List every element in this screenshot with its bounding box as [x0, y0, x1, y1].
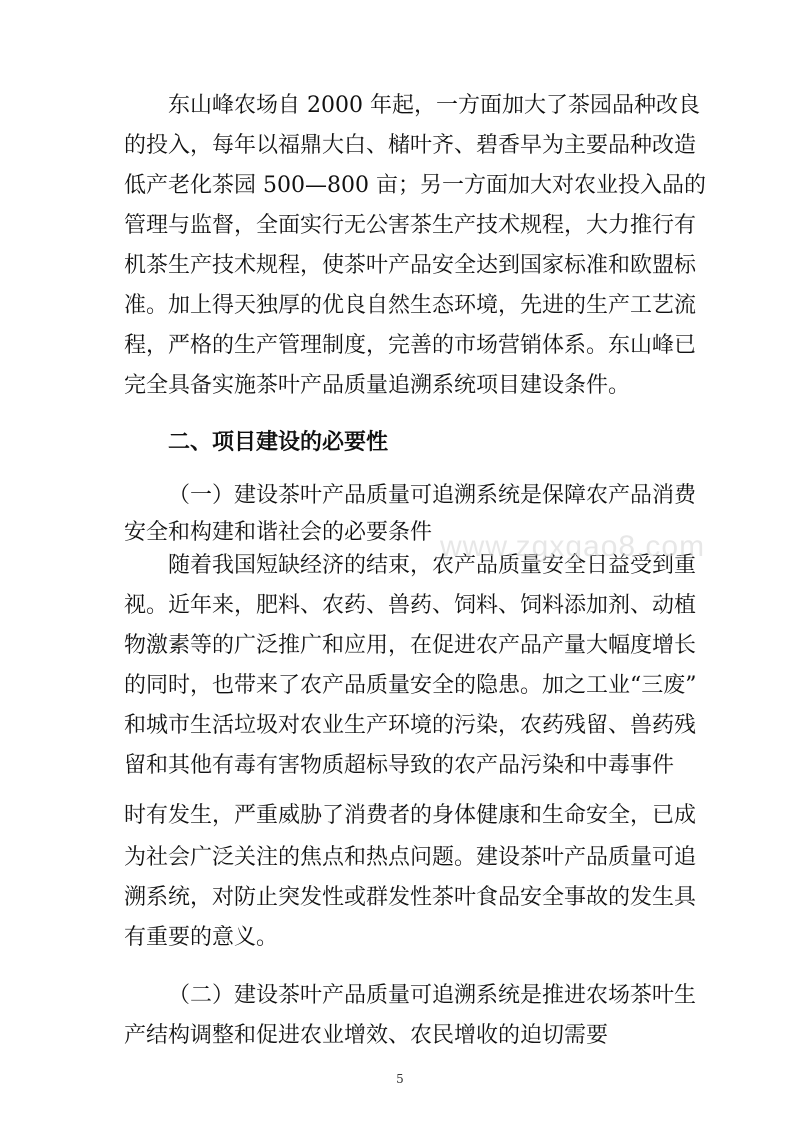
paragraph-2-line: 留和其他有毒有害物质超标导致的农产品污染和中毒事件 [124, 753, 675, 778]
paragraph-2-line: 随着我国短缺经济的结束，农产品质量安全日益受到重 [168, 553, 697, 578]
paragraph-1-line: 机茶生产技术规程，使茶叶产品安全达到国家标准和欧盟标 [124, 253, 697, 278]
paragraph-1-line: 的投入，每年以福鼎大白、槠叶齐、碧香早为主要品种改造 [124, 133, 697, 158]
page-number: 5 [396, 1072, 404, 1086]
paragraph-1-line: 管理与监督，全面实行无公害茶生产技术规程，大力推行有 [124, 213, 697, 238]
paragraph-1-line: 东山峰农场自 2000 年起，一方面加大了茶园品种改良 [168, 93, 700, 118]
paragraph-2-line: 的同时，也带来了农产品质量安全的隐患。加之工业“三废” [124, 673, 697, 698]
subsection-1-title-line: 安全和构建和谐社会的必要条件 [124, 520, 433, 545]
paragraph-2-line: 时有发生，严重威胁了消费者的身体健康和生命安全，已成 [124, 803, 697, 828]
paragraph-2-line: 物激素等的广泛推广和应用，在促进农产品产量大幅度增长 [124, 633, 697, 658]
watermark: www.zgxgao8.com [440, 530, 706, 563]
subsection-1-title-line: （一）建设茶叶产品质量可追溯系统是保障农产品消费 [168, 483, 697, 508]
subsection-2-title-line: （二）建设茶叶产品质量可追溯系统是推进农场茶叶生 [168, 983, 697, 1008]
paragraph-1-line: 程，严格的生产管理制度，完善的市场营销体系。东山峰已 [124, 333, 697, 358]
section-heading: 二、项目建设的必要性 [168, 429, 389, 455]
subsection-2-title-line: 产结构调整和促进农业增效、农民增收的迫切需要 [124, 1023, 609, 1048]
paragraph-1-line: 完全具备实施茶叶产品质量追溯系统项目建设条件。 [124, 373, 631, 398]
paragraph-1-line: 低产老化茶园 500—800 亩；另一方面加大对农业投入品的 [124, 173, 706, 198]
paragraph-2-line: 为社会广泛关注的焦点和热点问题。建设茶叶产品质量可追 [124, 845, 697, 870]
paragraph-2-line: 视。近年来，肥料、农药、兽药、饲料、饲料添加剂、动植 [124, 593, 697, 618]
paragraph-2-line: 和城市生活垃圾对农业生产环境的污染，农药残留、兽药残 [124, 713, 697, 738]
paragraph-2-line: 溯系统，对防止突发性或群发性茶叶食品安全事故的发生具 [124, 885, 697, 910]
paragraph-1-line: 准。加上得天独厚的优良自然生态环境，先进的生产工艺流 [124, 293, 697, 318]
paragraph-2-line: 有重要的意义。 [124, 925, 279, 950]
